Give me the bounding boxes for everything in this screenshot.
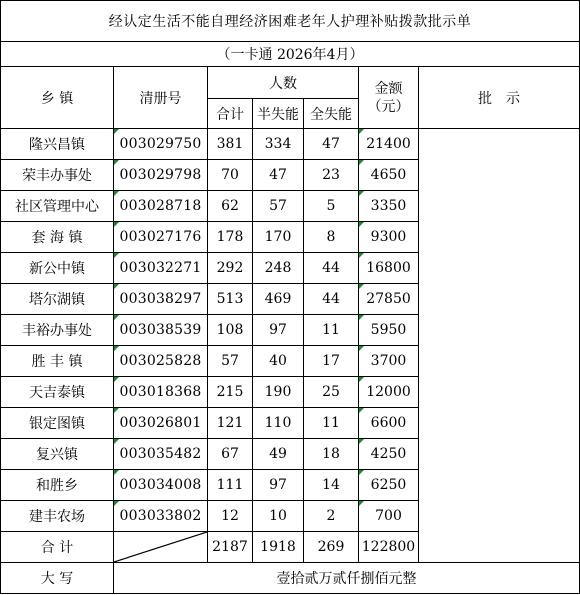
text-format-marker-icon <box>114 501 119 506</box>
row-total-people-text: 108 <box>216 322 244 338</box>
row-total-people <box>208 408 253 439</box>
row-town <box>1 408 114 439</box>
row-full-text: 14 <box>322 477 340 493</box>
row-amount <box>359 315 419 346</box>
total-full-sum: 269 <box>304 532 359 563</box>
row-amount <box>359 377 419 408</box>
row-amount <box>359 284 419 315</box>
row-town <box>1 470 114 501</box>
header-total-people: 合计 <box>208 99 253 129</box>
total-label: 合 计 <box>1 532 114 563</box>
row-town-text: 复兴镇 <box>36 447 78 463</box>
row-semi <box>253 408 304 439</box>
total-diagonal-cell <box>114 532 208 563</box>
header-semi: 半失能 <box>253 99 304 129</box>
row-town-text: 天吉泰镇 <box>29 385 85 401</box>
row-code-text: 003018368 <box>119 384 202 400</box>
row-total-people-text: 67 <box>221 446 239 462</box>
page-subtitle: （一卡通 2026年4月） <box>1 42 580 67</box>
row-town <box>1 160 114 191</box>
text-format-marker-icon <box>359 501 364 506</box>
row-total-people-text: 215 <box>216 384 244 400</box>
row-code-text: 003026801 <box>119 415 202 431</box>
row-total-people-text: 178 <box>216 229 244 245</box>
row-code-text: 003035482 <box>119 446 202 462</box>
row-town-text: 套 海 镇 <box>31 230 83 246</box>
row-code-text: 003033802 <box>119 508 202 524</box>
row-full <box>304 439 359 470</box>
row-town <box>1 377 114 408</box>
text-format-marker-icon <box>359 253 364 258</box>
row-town-text: 丰裕办事处 <box>22 323 92 339</box>
row-total-people <box>208 377 253 408</box>
row-amount <box>359 408 419 439</box>
row-total-people-text: 292 <box>216 260 244 276</box>
row-full-text: 5 <box>326 198 336 214</box>
approve-area[interactable] <box>419 129 580 563</box>
text-format-marker-icon <box>359 377 364 382</box>
row-semi <box>253 439 304 470</box>
row-semi-text: 97 <box>269 322 287 338</box>
row-town <box>1 129 114 160</box>
row-full <box>304 160 359 191</box>
row-amount-text: 700 <box>375 508 402 524</box>
row-semi-text: 334 <box>264 136 292 152</box>
row-total-people-text: 70 <box>221 167 239 183</box>
row-code <box>114 346 208 377</box>
row-town <box>1 191 114 222</box>
row-amount-text: 16800 <box>366 260 411 276</box>
row-amount <box>359 253 419 284</box>
row-semi-text: 97 <box>269 477 287 493</box>
row-full <box>304 501 359 532</box>
row-amount-text: 3350 <box>370 198 407 214</box>
row-code-text: 003029750 <box>119 136 202 152</box>
row-full <box>304 129 359 160</box>
row-code <box>114 129 208 160</box>
text-format-marker-icon <box>114 253 119 258</box>
row-semi <box>253 191 304 222</box>
row-town <box>1 315 114 346</box>
page-title: 经认定生活不能自理经济困难老年人护理补贴拨款批示单 <box>1 1 580 42</box>
row-semi <box>253 315 304 346</box>
row-semi <box>253 284 304 315</box>
row-code <box>114 377 208 408</box>
row-full-text: 47 <box>322 136 340 152</box>
row-town-text: 建丰农场 <box>29 509 85 525</box>
row-amount-text: 6600 <box>370 415 407 431</box>
row-amount <box>359 191 419 222</box>
header-town: 乡 镇 <box>1 67 114 129</box>
row-total-people-text: 121 <box>216 415 244 431</box>
row-semi-text: 469 <box>264 291 292 307</box>
text-format-marker-icon <box>359 315 364 320</box>
header-full: 全失能 <box>304 99 359 129</box>
row-town <box>1 439 114 470</box>
row-semi-text: 190 <box>264 384 292 400</box>
row-amount-text: 4250 <box>370 446 407 462</box>
header-amount <box>359 67 419 129</box>
row-full <box>304 315 359 346</box>
text-format-marker-icon <box>359 129 364 134</box>
row-full-text: 11 <box>322 415 340 431</box>
row-town-text: 塔尔湖镇 <box>29 292 85 308</box>
row-town <box>1 253 114 284</box>
header-amount-line2: （元） <box>367 98 410 115</box>
row-semi <box>253 253 304 284</box>
row-amount <box>359 160 419 191</box>
row-code-text: 003034008 <box>119 477 202 493</box>
row-code-text: 003038297 <box>119 291 202 307</box>
text-format-marker-icon <box>114 160 119 165</box>
row-total-people <box>208 439 253 470</box>
row-full <box>304 408 359 439</box>
row-town <box>1 284 114 315</box>
row-town <box>1 222 114 253</box>
text-format-marker-icon <box>359 160 364 165</box>
total-semi-sum: 1918 <box>253 532 304 563</box>
text-format-marker-icon <box>359 470 364 475</box>
row-code <box>114 284 208 315</box>
row-full <box>304 253 359 284</box>
row-town-text: 胜 丰 镇 <box>31 354 83 370</box>
row-full-text: 44 <box>322 260 340 276</box>
row-amount <box>359 470 419 501</box>
row-amount <box>359 129 419 160</box>
row-full-text: 23 <box>322 167 340 183</box>
table-row <box>1 129 580 160</box>
header-people: 人数 <box>208 67 359 99</box>
row-amount <box>359 439 419 470</box>
row-semi-text: 110 <box>264 415 292 431</box>
row-full <box>304 222 359 253</box>
text-format-marker-icon <box>114 284 119 289</box>
row-amount-text: 6250 <box>370 477 407 493</box>
row-code-text: 003029798 <box>119 167 202 183</box>
row-amount-text: 27850 <box>366 291 411 307</box>
words-label: 大 写 <box>1 563 114 594</box>
row-code <box>114 439 208 470</box>
row-town-text: 社区管理中心 <box>15 199 99 215</box>
words-value: 壹拾贰万贰仟捌佰元整 <box>114 563 580 594</box>
row-full-text: 17 <box>322 353 340 369</box>
row-amount-text: 4650 <box>370 167 407 183</box>
row-code <box>114 191 208 222</box>
text-format-marker-icon <box>359 346 364 351</box>
row-total-people <box>208 501 253 532</box>
text-format-marker-icon <box>359 439 364 444</box>
header-code: 清册号 <box>114 67 208 129</box>
row-total-people <box>208 129 253 160</box>
row-town-text: 新公中镇 <box>29 261 85 277</box>
row-semi-text: 49 <box>269 446 287 462</box>
row-semi <box>253 160 304 191</box>
row-total-people <box>208 284 253 315</box>
row-full-text: 44 <box>322 291 340 307</box>
row-total-people <box>208 346 253 377</box>
row-semi <box>253 377 304 408</box>
row-amount <box>359 501 419 532</box>
row-total-people-text: 381 <box>216 136 244 152</box>
row-code <box>114 315 208 346</box>
row-code <box>114 501 208 532</box>
row-semi-text: 10 <box>269 508 287 524</box>
row-semi <box>253 129 304 160</box>
row-full-text: 2 <box>326 508 336 524</box>
row-total-people <box>208 253 253 284</box>
text-format-marker-icon <box>359 191 364 196</box>
row-semi-text: 57 <box>269 198 287 214</box>
row-amount-text: 5950 <box>370 322 407 338</box>
row-semi-text: 248 <box>264 260 292 276</box>
row-code-text: 003025828 <box>119 353 202 369</box>
text-format-marker-icon <box>359 408 364 413</box>
row-full <box>304 346 359 377</box>
row-town-text: 荣丰办事处 <box>22 168 92 184</box>
row-town <box>1 501 114 532</box>
row-full <box>304 470 359 501</box>
row-code <box>114 408 208 439</box>
row-full-text: 11 <box>322 322 340 338</box>
row-town <box>1 346 114 377</box>
row-semi-text: 47 <box>269 167 287 183</box>
header-approve: 批 示 <box>419 67 580 129</box>
row-full <box>304 284 359 315</box>
row-full <box>304 377 359 408</box>
row-semi-text: 170 <box>264 229 292 245</box>
row-semi <box>253 346 304 377</box>
total-amount-sum: 122800 <box>359 532 419 563</box>
row-total-people-text: 12 <box>221 508 239 524</box>
row-town-text: 隆兴昌镇 <box>29 137 85 153</box>
text-format-marker-icon <box>114 408 119 413</box>
row-amount-text: 9300 <box>370 229 407 245</box>
row-code <box>114 253 208 284</box>
text-format-marker-icon <box>359 222 364 227</box>
text-format-marker-icon <box>114 377 119 382</box>
row-total-people-text: 57 <box>221 353 239 369</box>
row-town-text: 银定图镇 <box>29 416 85 432</box>
text-format-marker-icon <box>114 439 119 444</box>
total-people-sum: 2187 <box>208 532 253 563</box>
row-full <box>304 191 359 222</box>
row-code <box>114 222 208 253</box>
row-full-text: 18 <box>322 446 340 462</box>
row-semi-text: 40 <box>269 353 287 369</box>
row-total-people <box>208 191 253 222</box>
text-format-marker-icon <box>114 191 119 196</box>
text-format-marker-icon <box>114 315 119 320</box>
row-code <box>114 470 208 501</box>
diagonal-line <box>114 532 207 562</box>
row-full-text: 25 <box>322 384 340 400</box>
text-format-marker-icon <box>359 284 364 289</box>
text-format-marker-icon <box>114 129 119 134</box>
row-total-people <box>208 222 253 253</box>
row-code-text: 003038539 <box>119 322 202 338</box>
row-amount <box>359 346 419 377</box>
text-format-marker-icon <box>114 346 119 351</box>
row-code <box>114 160 208 191</box>
row-total-people-text: 513 <box>216 291 244 307</box>
row-amount-text: 3700 <box>370 353 407 369</box>
text-format-marker-icon <box>114 470 119 475</box>
row-total-people-text: 111 <box>216 477 244 493</box>
row-amount-text: 12000 <box>366 384 411 400</box>
row-code-text: 003027176 <box>119 229 202 245</box>
row-code-text: 003032271 <box>119 260 202 276</box>
row-code-text: 003028718 <box>119 198 202 214</box>
row-semi <box>253 222 304 253</box>
row-total-people <box>208 315 253 346</box>
text-format-marker-icon <box>114 222 119 227</box>
row-semi <box>253 470 304 501</box>
row-amount-text: 21400 <box>366 136 411 152</box>
row-total-people-text: 62 <box>221 198 239 214</box>
row-total-people <box>208 470 253 501</box>
row-full-text: 8 <box>326 229 336 245</box>
row-total-people <box>208 160 253 191</box>
row-town-text: 和胜乡 <box>36 478 78 494</box>
row-amount <box>359 222 419 253</box>
header-amount-line1: 金额 <box>374 80 403 97</box>
row-semi <box>253 501 304 532</box>
